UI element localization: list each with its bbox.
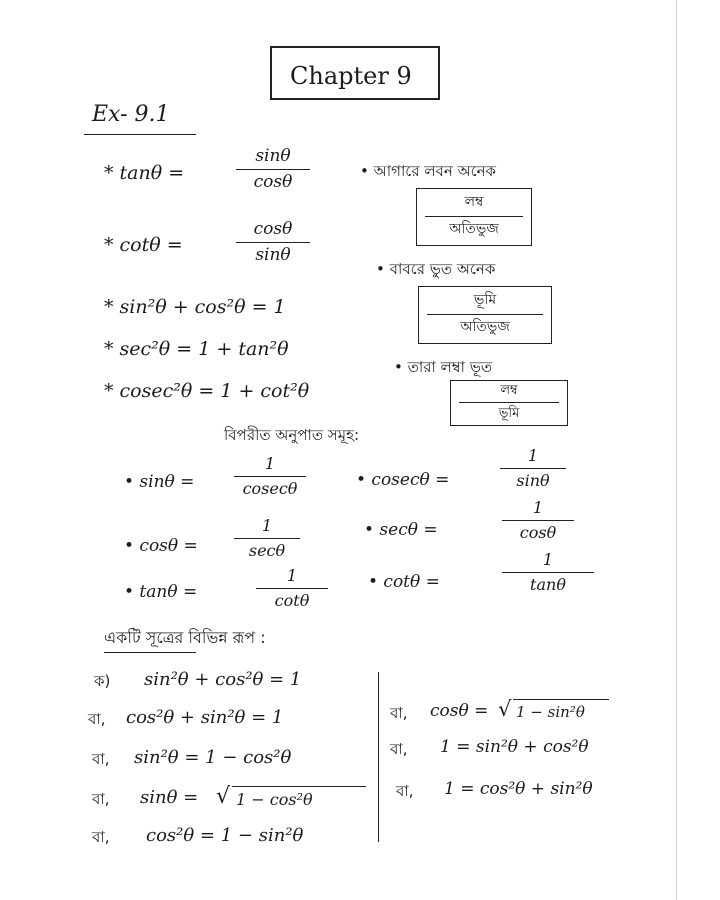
chapter-title: Chapter 9 xyxy=(290,62,412,90)
reciprocal-cot-lhs: • cotθ = xyxy=(368,572,440,592)
mnemonic-3-label: • তারা লম্বা ভূত xyxy=(394,358,493,376)
fraction-bar xyxy=(234,538,300,539)
mnemonic-2-label: • বাবরে ভুত অনেক xyxy=(376,260,496,278)
form-left-5-expr: cos²θ = 1 − sin²θ xyxy=(146,825,304,846)
fraction-bar xyxy=(234,476,306,477)
identity-cot-lhs: * cotθ = xyxy=(104,234,183,256)
fraction-denominator: secθ xyxy=(248,541,286,560)
reciprocal-sin-fraction xyxy=(234,456,306,497)
fraction-denominator: cosθ xyxy=(519,523,557,542)
fraction-numerator: sinθ xyxy=(255,146,291,166)
sqrt-icon: √ xyxy=(216,784,231,809)
fraction-denominator: sinθ xyxy=(255,245,291,265)
fraction-numerator: 1 xyxy=(527,446,539,465)
page-edge xyxy=(676,0,677,900)
identity-tan-lhs: * tanθ = xyxy=(104,162,185,184)
mnemonic-1-num: লম্ব xyxy=(464,194,484,210)
form-left-2-expr: cos²θ + sin²θ = 1 xyxy=(126,707,284,728)
fraction-denominator: tanθ xyxy=(530,575,566,594)
mnemonic-1-bar xyxy=(425,216,523,217)
form-right-1-prefix: বা, xyxy=(390,704,408,722)
identity-cot-fraction xyxy=(236,221,310,264)
identity-tan-fraction xyxy=(236,148,310,191)
mnemonic-2-num: ভূমি xyxy=(473,292,497,308)
fraction-numerator: 1 xyxy=(264,454,276,473)
fraction-numerator: 1 xyxy=(542,550,554,569)
form-left-1-prefix: ক) xyxy=(94,672,111,690)
fraction-denominator: cosecθ xyxy=(242,479,298,498)
mnemonic-2-den: অতিভুজ xyxy=(460,319,510,335)
fraction-bar xyxy=(500,468,566,469)
chapter-title-box xyxy=(270,46,440,100)
form-right-3-prefix: বা, xyxy=(396,782,414,800)
mnemonic-2-bar xyxy=(427,314,543,315)
fraction-numerator: cosθ xyxy=(253,219,293,239)
fraction-bar xyxy=(256,588,328,589)
reciprocal-sec-fraction xyxy=(502,500,574,541)
reciprocal-cos-lhs: • cosθ = xyxy=(124,536,198,556)
identity-cosec: * cosec²θ = 1 + cot²θ xyxy=(104,380,310,402)
form-right-1-expr: cosθ = xyxy=(430,701,489,721)
fraction-denominator: cotθ xyxy=(274,591,310,610)
fraction-bar xyxy=(502,572,594,573)
form-left-4-prefix: বা, xyxy=(92,790,110,808)
reciprocal-sec-lhs: • secθ = xyxy=(364,520,438,540)
exercise-heading: Ex- 9.1 xyxy=(92,102,170,127)
exercise-underline xyxy=(84,134,196,135)
form-left-5-prefix: বা, xyxy=(92,828,110,846)
form-right-3-expr: 1 = cos²θ + sin²θ xyxy=(444,779,593,799)
fraction-bar xyxy=(502,520,574,521)
sqrt-bar xyxy=(513,699,609,700)
mnemonic-1-label: • আগারে লবন অনেক xyxy=(360,162,497,180)
fraction-numerator: 1 xyxy=(532,498,544,517)
reciprocal-heading: বিপরীত অনুপাত সমূহ: xyxy=(224,426,360,444)
reciprocal-sin-lhs: • sinθ = xyxy=(124,472,195,492)
fraction-bar xyxy=(236,242,310,243)
form-left-3-expr: sin²θ = 1 − cos²θ xyxy=(134,747,292,768)
sqrt-bar xyxy=(232,786,366,787)
form-left-1-expr: sin²θ + cos²θ = 1 xyxy=(144,669,302,690)
form-right-1-radicand: 1 − sin²θ xyxy=(516,703,585,721)
form-right-2-prefix: বা, xyxy=(390,740,408,758)
fraction-denominator: cosθ xyxy=(253,172,293,192)
reciprocal-cosec-fraction xyxy=(500,448,566,489)
reciprocal-cot-fraction xyxy=(502,552,594,593)
form-left-3-prefix: বা, xyxy=(92,750,110,768)
form-left-4-radicand: 1 − cos²θ xyxy=(236,790,313,809)
reciprocal-cosec-lhs: • cosecθ = xyxy=(356,470,450,490)
form-left-4-expr: sinθ = xyxy=(140,787,199,808)
fraction-numerator: 1 xyxy=(286,566,298,585)
mnemonic-2-box xyxy=(418,286,552,344)
form-left-2-prefix: বা, xyxy=(88,710,106,728)
reciprocal-tan-lhs: • tanθ = xyxy=(124,582,198,602)
column-divider xyxy=(378,672,379,842)
forms-heading-underline xyxy=(104,652,196,653)
reciprocal-tan-fraction xyxy=(256,568,328,609)
mnemonic-1-den: অতিভুজ xyxy=(449,221,499,237)
form-right-2-expr: 1 = sin²θ + cos²θ xyxy=(440,737,589,757)
forms-heading: একটি সূত্রের বিভিন্ন রূপ : xyxy=(104,628,266,647)
reciprocal-cos-fraction xyxy=(234,518,300,559)
fraction-denominator: sinθ xyxy=(516,471,550,490)
mnemonic-1-box xyxy=(416,188,532,246)
mnemonic-3-bar xyxy=(459,402,559,403)
sqrt-icon: √ xyxy=(498,697,512,721)
identity-pythagorean: * sin²θ + cos²θ = 1 xyxy=(104,296,286,318)
mnemonic-3-num: লম্ব xyxy=(500,383,518,398)
fraction-bar xyxy=(236,169,310,170)
identity-sec: * sec²θ = 1 + tan²θ xyxy=(104,338,289,360)
mnemonic-3-box xyxy=(450,380,568,426)
fraction-numerator: 1 xyxy=(261,516,273,535)
mnemonic-3-den: ভূমি xyxy=(498,406,520,421)
